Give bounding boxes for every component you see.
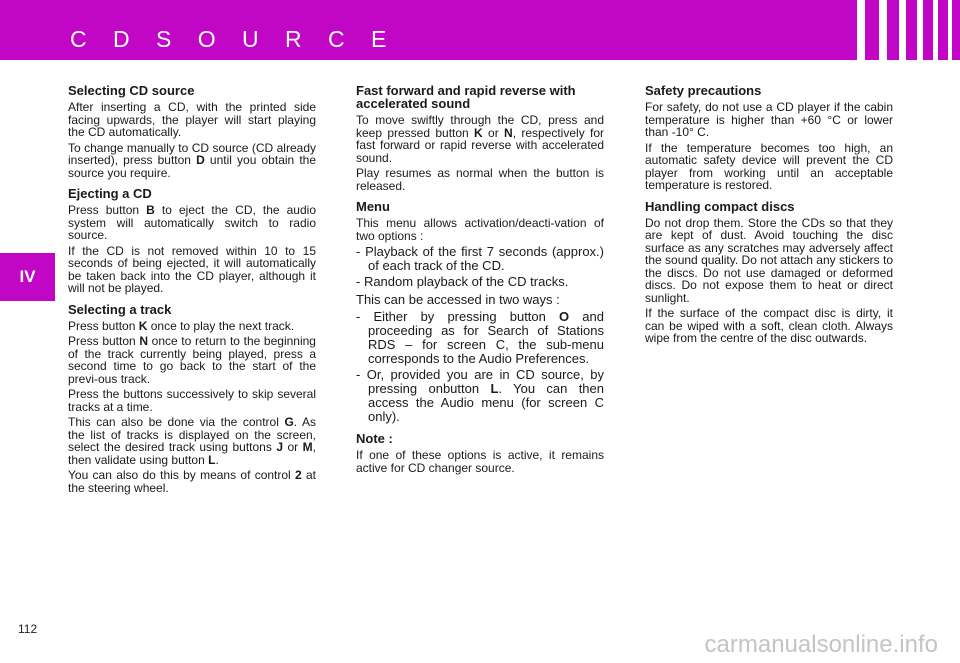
header-stripes: [857, 0, 960, 60]
section-title-selecting-cd-source: Selecting CD source: [68, 83, 195, 98]
section-title-selecting-a-track: Selecting a track: [68, 301, 172, 317]
paragraph: Press the buttons successively to skip several tracks at a time.: [68, 387, 316, 414]
header-band: [0, 0, 960, 60]
list-item: - Playback of the first 7 seconds (approx.) of each track of the CD.: [356, 244, 604, 273]
section-title-menu: Menu: [356, 199, 390, 214]
list-item: - Or, provided you are in CD source, by pressing onbutton L. You can then access the Audio menu (for screen C only).: [356, 367, 604, 424]
watermark: carmanualsonline.info: [704, 631, 938, 658]
section-title-handling-compact-discs: Handling compact discs: [645, 198, 795, 214]
paragraph: If the surface of the compact disc is dirty, it can be wiped with a soft, clean cloth. Always wipe from the centre of the disc outwards.: [645, 306, 893, 345]
paragraph: To change manually to CD source (CD already inserted), press button D until you obtain the source you require.: [68, 140, 317, 180]
column-2: [356, 84, 604, 477]
paragraph: Do not drop them. Store the CDs so that they are kept of dust. Avoid touching the disc surface as any scratches may adversely affect the sound quality. Do not attach any stickers to the discs. Do not use damaged or deformed discs. Do not expose them to heat or direct sunlight.: [645, 215, 893, 305]
page-title: C D S O U R C E: [70, 26, 397, 52]
paragraph: To move swiftly through the CD, press and keep pressed button K or N, respectively for fast forward or rapid reverse with accelerated sound.: [356, 113, 605, 165]
section-title-ejecting-a-cd: Ejecting a CD: [68, 186, 152, 201]
paragraph: You can also do this by means of control 2 at the steering wheel.: [68, 468, 317, 495]
section-title-safety-precautions: Safety precautions: [645, 83, 762, 98]
paragraph: If the CD is not removed within 10 to 15 seconds of being ejected, it will automatically be taken back into the CD player, although it will not be played.: [68, 243, 316, 295]
list-item: - Random playback of the CD tracks.: [356, 274, 569, 289]
access-list: [356, 310, 604, 424]
paragraph: Press button B to eject the CD, the audio system will automatically switch to radio source.: [68, 203, 316, 242]
option-list: [356, 245, 604, 289]
paragraph: After inserting a CD, with the printed side facing upwards, the player will start playing the CD automatically.: [68, 100, 316, 139]
section-title-note: Note :: [356, 431, 393, 446]
paragraph: This menu allows activation/deacti-vation of two options :: [356, 216, 604, 243]
paragraph: If the temperature becomes too high, an automatic safety device will prevent the CD player from working until an acceptable temperature is restored.: [645, 140, 893, 192]
section-title-fast-forward: Fast forward and rapid reverse with accelerated sound: [356, 83, 576, 111]
column-1: [68, 84, 316, 497]
paragraph: Play resumes as normal when the button is released.: [356, 166, 604, 193]
paragraph: If one of these options is active, it remains active for CD changer source.: [356, 448, 604, 475]
page-number: 112: [18, 622, 38, 636]
paragraph: For safety, do not use a CD player if the cabin temperature is higher than +60 °C or lower than -10° C.: [645, 100, 893, 139]
paragraph: This can be accessed in two ways :: [356, 292, 560, 307]
list-item: - Either by pressing button O and proceeding as for Search of Stations RDS – for screen C, the sub-menu corresponds to the Audio Preferences.: [356, 309, 604, 366]
chapter-tab-label: IV: [19, 267, 36, 286]
paragraph: Press button K once to play the next track.: [68, 318, 295, 333]
paragraph: This can also be done via the control G. As the list of tracks is displayed on the screen, select the desired track using buttons J or M, then validate using button L.: [68, 415, 316, 467]
chapter-tab: [0, 253, 55, 301]
paragraph: Press button N once to return to the beginning of the track currently being played, press a second time to go back to the start of the previ-ous track.: [68, 334, 316, 386]
column-3: [645, 84, 893, 348]
